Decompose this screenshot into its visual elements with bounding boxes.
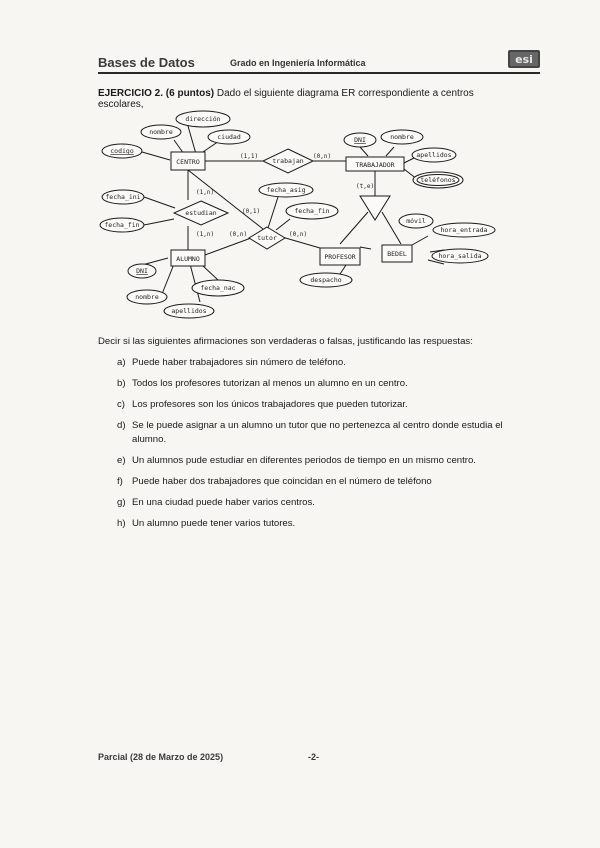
attribute-nombre-centro-label: nombre (149, 128, 173, 136)
relationship-trabajan-label: trabajan (272, 157, 304, 165)
item-text: Un alumnos pude estudiar en diferentes periodos de tiempo en un mismo centro. (132, 455, 476, 466)
attribute-fecha-fin-tutor-label: fecha_fin (294, 207, 330, 215)
attribute-despacho-label: despacho (310, 276, 342, 284)
header-rule (98, 72, 540, 74)
item-letter: g) (117, 497, 126, 508)
course-title: Bases de Datos (98, 55, 195, 70)
item-text: Se le puede asignar a un alumno un tutor que no pertenezca al centro donde estudia el alumno. (132, 420, 503, 445)
attribute-fecha-asig-label: fecha_asig (266, 186, 306, 194)
item-text: Puede haber dos trabajadores que coincidan en el número de teléfono (132, 476, 432, 487)
exercise-number: EJERCICIO 2. (6 puntos) (98, 88, 215, 99)
attribute-direccion-label: dirección (185, 115, 221, 123)
item-text: En una ciudad puede haber varios centros. (132, 497, 315, 508)
cardinality-tutor-extra: (0,1) (242, 208, 261, 215)
item-letter: c) (117, 399, 125, 410)
attribute-nombre-alumno-label: nombre (135, 293, 159, 301)
item-letter: b) (117, 378, 126, 389)
attribute-dni-alumno-label: DNI (136, 267, 148, 275)
cardinality-alumno-estudian: (1,n) (196, 231, 215, 238)
list-item (98, 419, 518, 447)
cardinality-trabajador-trabajan: (0,n) (313, 153, 332, 160)
exam-footer: Parcial (28 de Marzo de 2025) (98, 752, 224, 762)
attribute-hora-salida-label: hora_salida (438, 252, 482, 260)
cardinality-profesor-tutor: (0,n) (289, 231, 308, 238)
attribute-fecha-fin-estudian-label: fecha_fin (104, 221, 140, 229)
attribute-fecha-ini-label: fecha_ini (105, 193, 141, 201)
logo-text: esi (515, 53, 533, 66)
attribute-fecha-nac-label: fecha_nac (200, 284, 236, 292)
item-text: Un alumno puede tener varios tutores. (132, 518, 296, 529)
attribute-apellidos-alumno-label: apellidos (171, 307, 207, 315)
questions-intro: Decir si las siguientes afirmaciones son verdaderas o falsas, justificando las respuestas: (98, 336, 473, 347)
item-letter: f) (117, 476, 123, 487)
attribute-apellidos-trabajador-label: apellidos (416, 151, 452, 159)
statements-list (98, 356, 518, 538)
cardinality-centro-trabajan: (1,1) (240, 153, 259, 160)
relationship-tutor-label: tutor (257, 234, 277, 242)
item-letter: d) (117, 420, 126, 431)
entity-alumno-label: ALUMNO (176, 255, 200, 263)
degree-title: Grado en Ingeniería Informática (230, 58, 366, 68)
cardinality-centro-estudian: (1,n) (196, 189, 215, 196)
list-item (98, 398, 518, 412)
attribute-codigo-label: codigo (110, 147, 134, 155)
isa-constraint: (t,e) (356, 183, 375, 190)
attribute-telefonos-label: teléfonos (420, 176, 456, 184)
item-letter: a) (117, 357, 126, 368)
page-header (98, 50, 540, 76)
attribute-dni-trabajador-label: DNI (354, 136, 366, 144)
item-text: Todos los profesores tutorizan al menos un alumno en un centro. (132, 378, 408, 389)
item-letter: e) (117, 455, 126, 466)
list-item (98, 377, 518, 391)
attribute-nombre-trabajador-label: nombre (390, 133, 414, 141)
page-number: -2- (308, 752, 319, 762)
list-item (98, 496, 518, 510)
entity-centro-label: CENTRO (176, 158, 200, 166)
list-item (98, 356, 518, 370)
attribute-ciudad-label: ciudad (217, 133, 241, 141)
entity-trabajador-label: TRABAJADOR (355, 161, 395, 169)
item-text: Puede haber trabajadores sin número de teléfono. (132, 357, 346, 368)
item-letter: h) (117, 518, 126, 529)
er-diagram (98, 104, 498, 326)
attribute-movil-label: móvil (406, 217, 426, 225)
entity-bedel-label: BEDEL (387, 250, 407, 258)
entity-profesor-label: PROFESOR (324, 253, 356, 261)
esi-logo-icon (508, 50, 540, 68)
attribute-hora-entrada-label: hora_entrada (440, 226, 488, 234)
cardinality-alumno-tutor: (0,n) (229, 231, 248, 238)
item-text: Los profesores son los únicos trabajadores que pueden tutorizar. (132, 399, 408, 410)
exercise-statement: Dado el siguiente diagrama ER correspondiente a centros escolares, (98, 88, 474, 110)
relationship-estudian-label: estudian (185, 209, 217, 217)
list-item (98, 454, 518, 468)
list-item (98, 517, 518, 531)
list-item (98, 475, 518, 489)
